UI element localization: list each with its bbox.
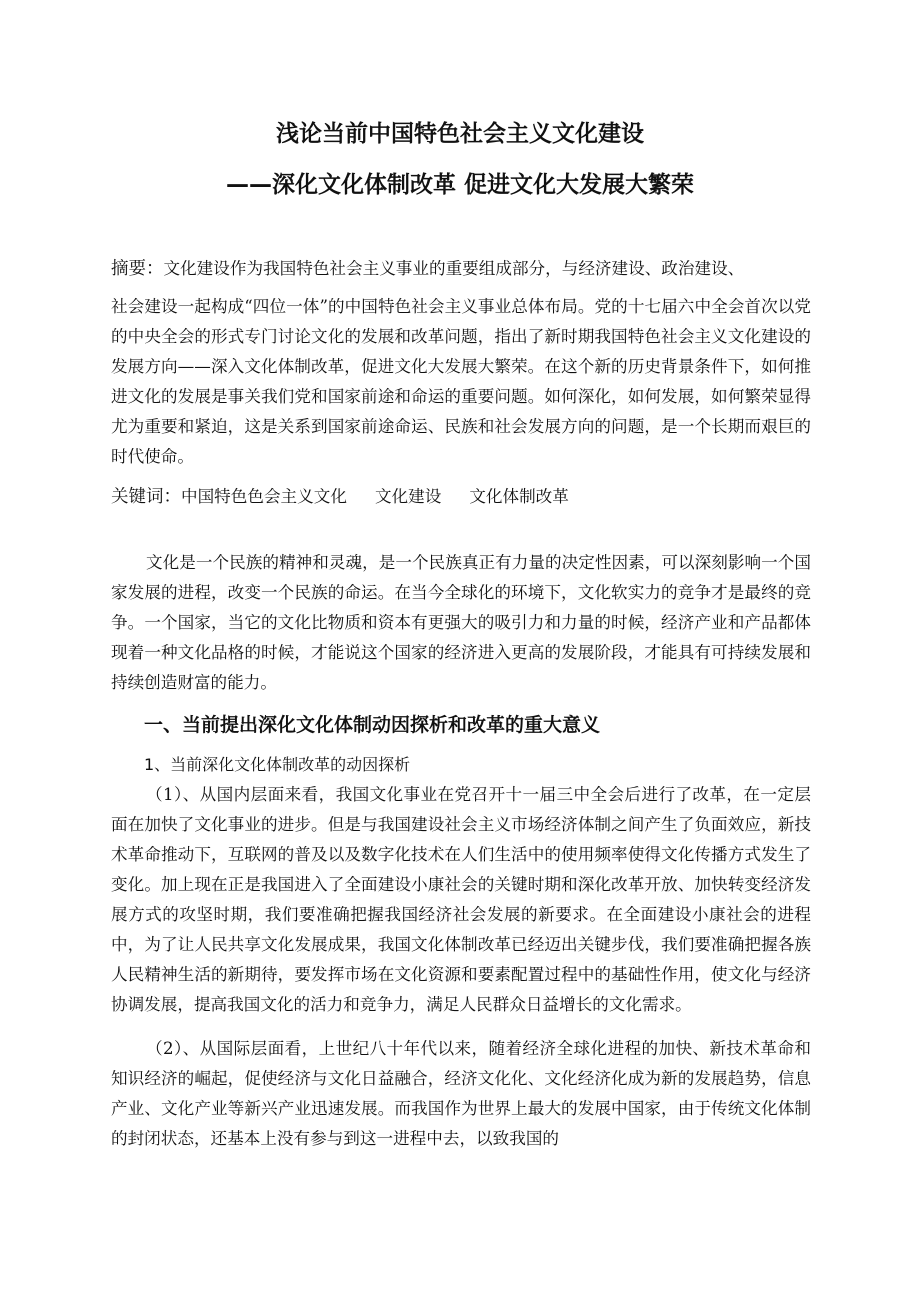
keyword-item: 文化体制改革: [469, 487, 569, 506]
abstract-section: [111, 254, 811, 472]
subsection-heading: 1、当前深化文化体制改革的动因探析: [144, 755, 411, 774]
abstract-text-start: 文化建设作为我国特色社会主义事业的重要组成部分，与经济建设、政治建设、: [163, 259, 745, 278]
document-title: 浅论当前中国特色社会主义文化建设: [276, 121, 644, 147]
keyword-item: 文化建设: [374, 487, 442, 506]
body-paragraph: （1）、从国内层面来看，我国文化事业在党召开十一届三中全会后进行了改革，在一定层面在加快了文化事业的进步。但是与我国建设社会主义市场经济体制之间产生了负面效应，新技术革命推动下，互联网的普及以及数字化技术在人们生活中的使用频率使得文化传播方式发生了变化。加上现在正是我国进入了全面建设小康社会的关键时期和深化改革开放、加快转变经济发展方式的攻坚时期，我们要准确把握我国经济社会发展的新要求。在全面建设小康社会的进程中，为了让人民共享文化发展成果，我国文化体制改革已经迈出关键步伐，我们要准确把握各族人民精神生活的新期待，要发挥市场在文化资源和要素配置过程中的基础性作用，使文化与经济协调发展，提高我国文化的活力和竞争力，满足人民群众日益增长的文化需求。: [111, 785, 811, 1014]
section-heading: 一、当前提出深化文化体制动因探析和改革的重大意义: [144, 714, 601, 736]
keywords-line: [111, 482, 811, 512]
keywords-label: 关键词：: [111, 487, 181, 507]
keyword-item: 中国特色色会主义文化: [181, 487, 347, 506]
abstract-first-line: [111, 254, 811, 284]
abstract-label: 摘要：: [111, 259, 164, 279]
abstract-text: 社会建设一起构成“四位一体”的中国特色社会主义事业总体布局。党的十七届六中全会首次以党的中央全会的形式专门讨论文化的发展和改革问题，指出了新时期我国特色社会主义文化建设的发展方向——深入文化体制改革，促进文化大发展大繁荣。在这个新的历史背景条件下，如何推进文化的发展是事关我们党和国家前途和命运的重要问题。如何深化，如何发展，如何繁荣显得尤为重要和紧迫，这是关系到国家前途命运、民族和社会发展方向的问题，是一个长期而艰巨的时代使命。: [111, 297, 811, 466]
body-paragraph: （2）、从国际层面看，上世纪八十年代以来，随着经济全球化进程的加快、新技术革命和知识经济的崛起，促使经济与文化日益融合，经济文化化、文化经济化成为新的发展趋势，信息产业、文化产业等新兴产业迅速发展。而我国作为世界上最大的发展中国家，由于传统文化体制的封闭状态，还基本上没有参与到这一进程中去，以致我国的: [111, 1039, 811, 1148]
document-subtitle: ——深化文化体制改革 促进文化大发展大繁荣: [225, 172, 694, 198]
intro-paragraph: 文化是一个民族的精神和灵魂，是一个民族真正有力量的决定性因素，可以深刻影响一个国家发展的进程，改变一个民族的命运。在当今全球化的环境下，文化软实力的竞争才是最终的竞争。一个国家，当它的文化比物质和资本有更强大的吸引力和力量的时候，经济产业和产品都体现着一种文化品格的时候，才能说这个国家的经济进入更高的发展阶段，才能具有可持续发展和持续创造财富的能力。: [111, 553, 811, 692]
